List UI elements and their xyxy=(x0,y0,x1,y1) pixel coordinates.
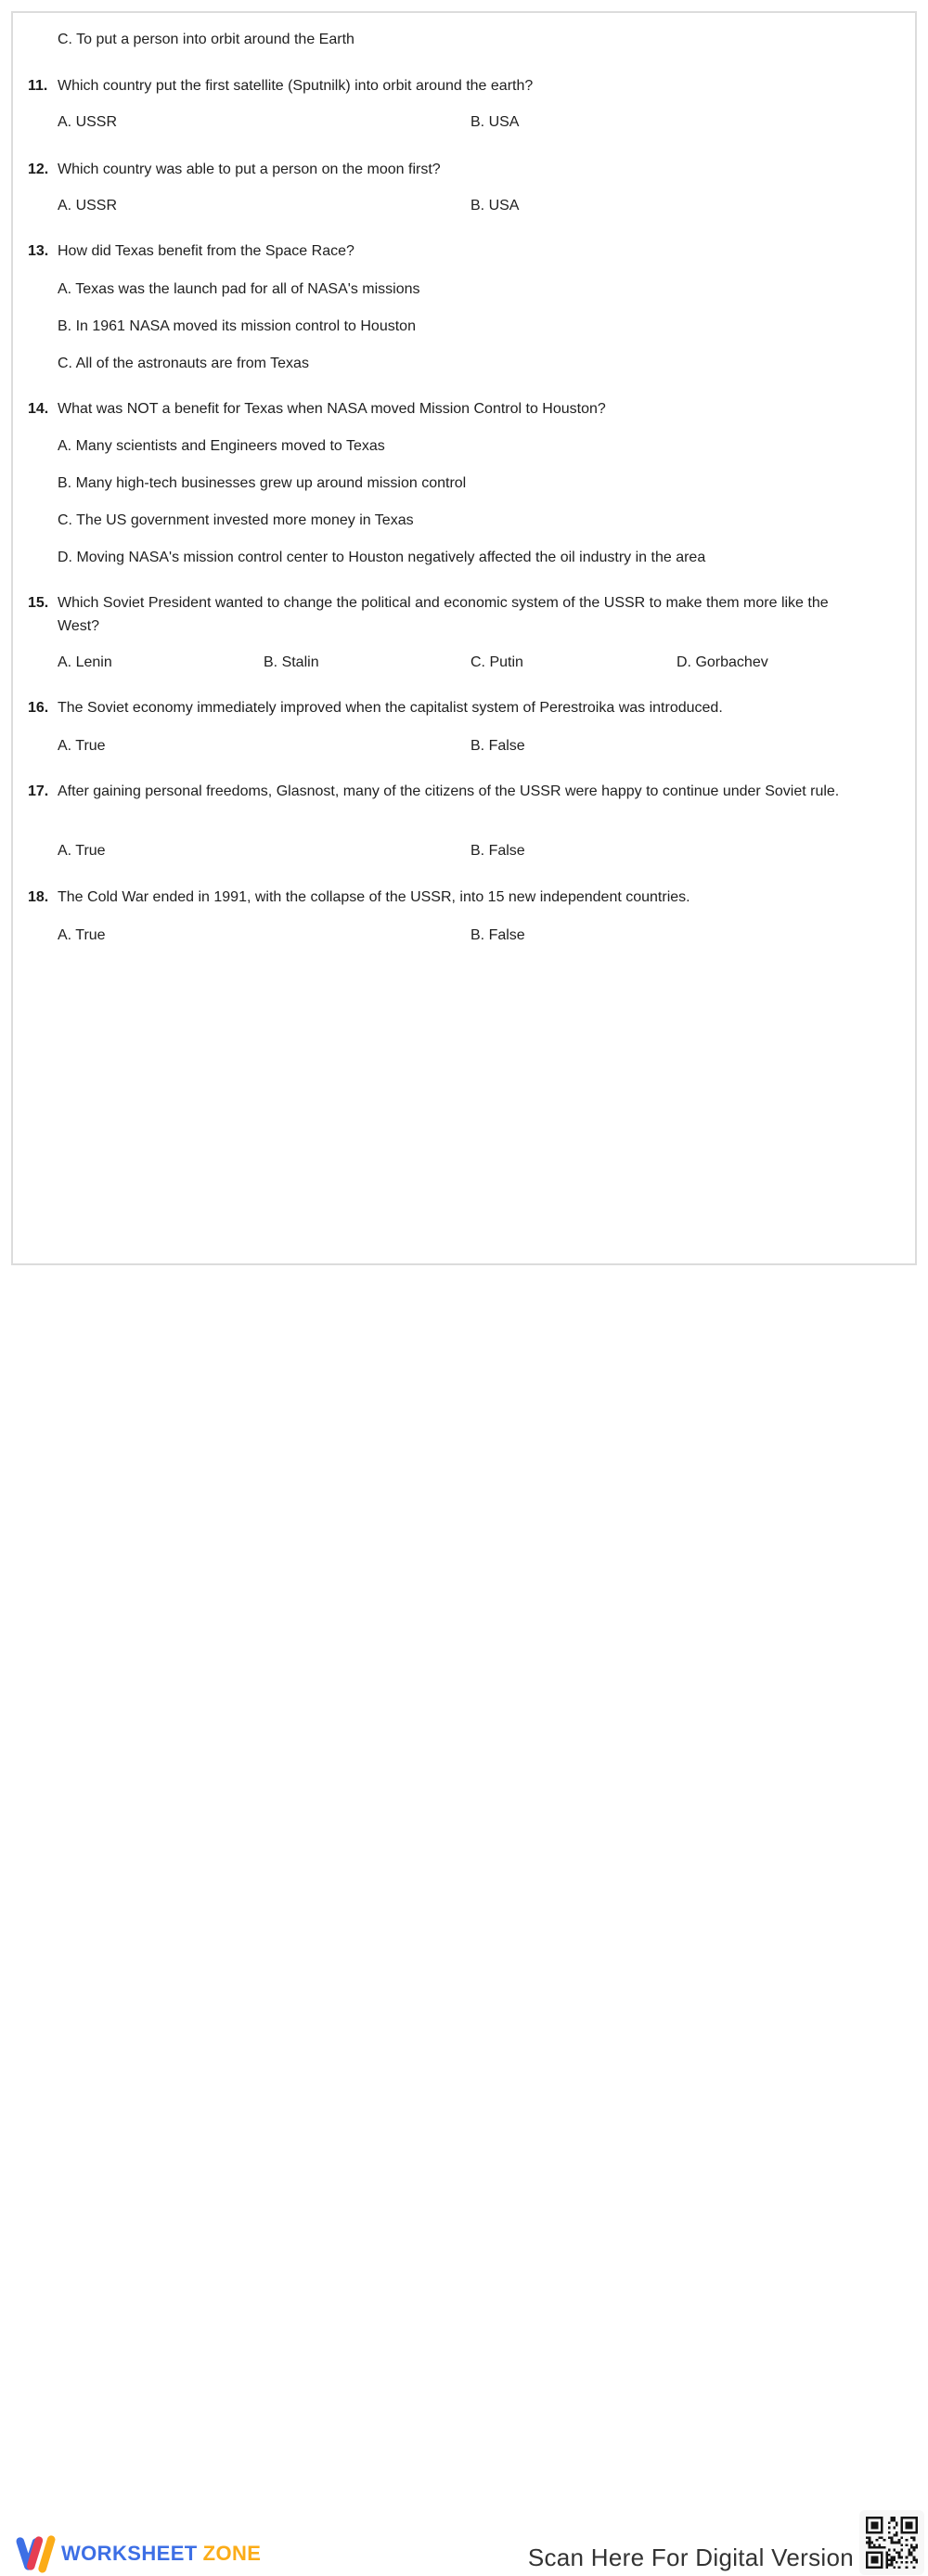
option-label: C. To put a person into orbit around the Earth xyxy=(58,32,354,47)
question-text: After gaining personal freedoms, Glasnost, many of the citizens of the USSR were happy to continue under Soviet rule. xyxy=(58,783,840,799)
question-text: What was NOT a benefit for Texas when NASA moved Mission Control to Houston? xyxy=(58,401,606,417)
brand-zone: ZONE xyxy=(202,2542,262,2565)
option-b: B. Stalin xyxy=(264,654,319,670)
question-18-options xyxy=(0,924,928,948)
question-13-option-a xyxy=(0,278,928,302)
question-text: Which country put the first satellite (Sputnilk) into orbit around the earth? xyxy=(58,78,534,94)
question-16-options xyxy=(0,734,928,758)
question-number: 18. xyxy=(28,889,49,905)
option-b: B. In 1961 NASA moved its mission control to Houston xyxy=(58,318,416,334)
question-17-options xyxy=(0,839,928,863)
option-b: B. USA xyxy=(470,198,520,214)
question-number: 16. xyxy=(28,700,49,716)
option-a: A. USSR xyxy=(58,114,118,130)
question-13 xyxy=(0,239,928,264)
question-14 xyxy=(0,397,928,421)
question-text: Which country was able to put a person on the moon first? xyxy=(58,162,441,177)
question-17 xyxy=(0,780,928,828)
question-number: 13. xyxy=(28,243,49,259)
option-c: C. Putin xyxy=(470,654,523,670)
brand-wordmark xyxy=(61,2542,261,2566)
question-11-options xyxy=(0,110,928,135)
question-16 xyxy=(0,696,928,720)
question-15 xyxy=(0,591,928,640)
brand-worksheet: WORKSHEET xyxy=(61,2542,198,2565)
option-a: A. Many scientists and Engineers moved to Texas xyxy=(58,438,385,454)
option-c: C. The US government invested more money in Texas xyxy=(58,512,414,528)
question-14-option-b xyxy=(0,472,928,496)
option-a: A. Lenin xyxy=(58,654,112,670)
question-18 xyxy=(0,886,928,910)
question-13-option-b xyxy=(0,315,928,339)
option-true: A. True xyxy=(58,843,106,859)
option-c: C. All of the astronauts are from Texas xyxy=(58,356,309,371)
worksheetzone-w-icon xyxy=(16,2532,55,2575)
question-text: How did Texas benefit from the Space Race? xyxy=(58,243,354,259)
question-number: 17. xyxy=(28,783,49,799)
question-15-options xyxy=(0,651,928,675)
option-true: A. True xyxy=(58,927,106,943)
option-false: B. False xyxy=(470,738,525,754)
question-14-option-a xyxy=(0,434,928,459)
question-10-option-c xyxy=(0,28,928,52)
footer xyxy=(0,1265,928,2571)
question-text: The Cold War ended in 1991, with the collapse of the USSR, into 15 new independent countries. xyxy=(58,889,690,905)
option-a: A. USSR xyxy=(58,198,118,214)
question-text: Which Soviet President wanted to change the political and economic system of the USSR to make them more like the West? xyxy=(58,595,829,634)
option-true: A. True xyxy=(58,738,106,754)
worksheetzone-logo xyxy=(16,2531,261,2576)
question-number: 11. xyxy=(28,78,48,94)
option-d: D. Gorbachev xyxy=(677,654,768,670)
option-false: B. False xyxy=(470,927,525,943)
scan-here-text: Scan Here For Digital Version xyxy=(527,2544,854,2571)
question-text: The Soviet economy immediately improved when the capitalist system of Perestroika was introduced. xyxy=(58,700,723,716)
option-b: B. USA xyxy=(470,114,520,130)
question-number: 14. xyxy=(28,401,49,417)
option-d: D. Moving NASA's mission control center to Houston negatively affected the oil industry in the area xyxy=(58,550,706,565)
question-14-option-c xyxy=(0,509,928,533)
question-12 xyxy=(0,158,928,182)
question-14-option-d xyxy=(0,546,928,570)
question-12-options xyxy=(0,194,928,218)
option-a: A. Texas was the launch pad for all of NASA's missions xyxy=(58,281,420,297)
question-13-option-c xyxy=(0,352,928,376)
question-number: 12. xyxy=(28,162,49,177)
question-number: 15. xyxy=(28,595,49,611)
question-11 xyxy=(0,74,928,98)
qr-code-pattern xyxy=(866,2517,918,2569)
option-b: B. Many high-tech businesses grew up around mission control xyxy=(58,475,467,491)
qr-code xyxy=(859,2510,924,2575)
option-false: B. False xyxy=(470,843,525,859)
